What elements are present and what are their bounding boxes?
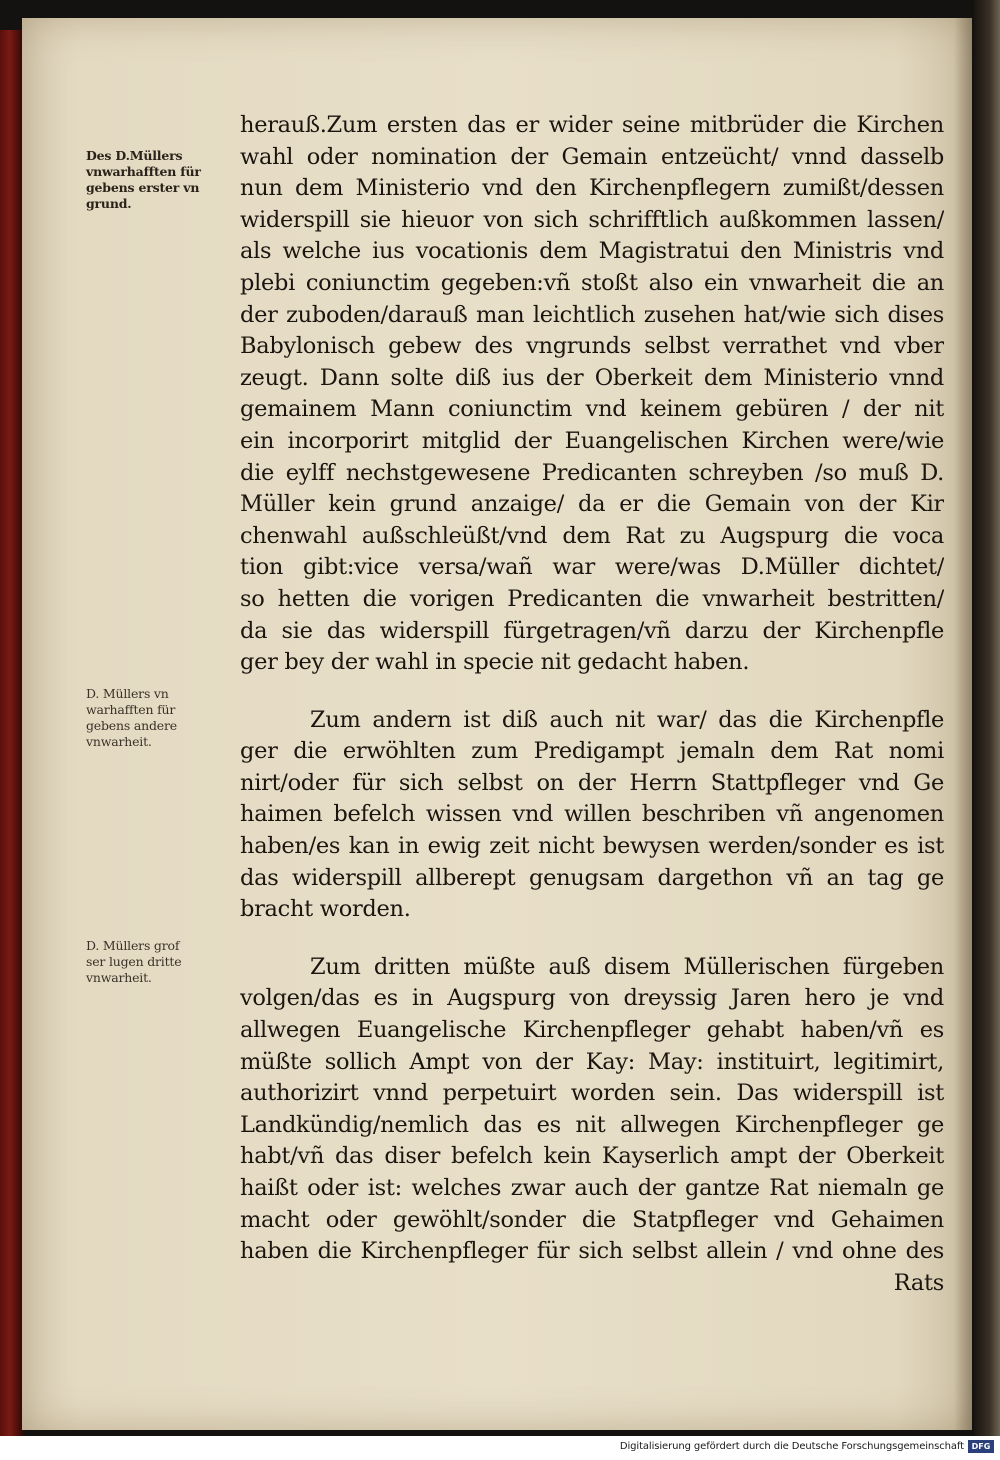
text-line: Zum dritten müßte auß disem Müllerischen fürgeben — [310, 953, 944, 980]
digitization-credit: Digitalisierung gefördert durch die Deutsche Forschungsgemeinschaft — [619, 1441, 964, 1452]
text-line: ger die erwöhlten zum Predigampt jemaln dem Rat nomi — [240, 738, 944, 765]
text-line: gemainem Mann coniunctim vnd keinem gebüren / der nit — [240, 396, 944, 423]
text-line: der zuboden/darauß man leichtlich zusehen hat/wie sich dises — [240, 301, 944, 328]
paragraph-2 — [240, 705, 944, 926]
text-line: haimen befelch wissen vnd willen beschriben vñ angenomen — [240, 801, 944, 828]
text-line: als welche ius vocationis dem Magistratui den Ministris vnd — [240, 238, 944, 265]
text-line: ein incorporirt mitglid der Euangelischen Kirchen were/wie — [240, 427, 944, 454]
paragraph-3 — [240, 952, 944, 1300]
text-line: zeugt. Dann solte diß ius der Oberkeit dem Ministerio vnnd — [240, 364, 944, 391]
dfg-logo-icon: DFG — [968, 1440, 994, 1453]
text-line: so hetten die vorigen Predicanten die vnwarheit bestritten/ — [240, 585, 944, 612]
margin-note-line: gebens andere — [86, 718, 177, 733]
margin-note-line: D. Müllers vn — [86, 686, 169, 701]
margin-note-line: ser lugen dritte — [86, 954, 182, 969]
text-line: Landkündig/nemlich das es nit allwegen Kirchenpfleger ge — [240, 1111, 944, 1138]
text-line: widerspill sie hieuor von sich schrifftlich außkommen lassen/ — [240, 206, 944, 233]
text-line: volgen/das es in Augspurg von dreyssig Jaren hero je vnd — [240, 985, 944, 1012]
margin-note-1 — [86, 148, 236, 212]
text-line: Müller kein grund anzaige/ da er die Gemain von der Kir — [240, 491, 944, 518]
text-line: Zum andern ist diß auch nit war/ das die Kirchenpfle — [310, 706, 944, 733]
text-line: Babylonisch gebew des vngrunds selbst verrathet vnd vber — [240, 333, 944, 360]
book-edge-left — [0, 30, 24, 1436]
text-line: authorizirt vnnd perpetuirt worden sein. Das widerspill ist — [240, 1080, 944, 1107]
text-line: plebi coniunctim gegeben:vñ stoßt also ein vnwarheit die an — [240, 269, 944, 296]
text-line: haben die Kirchenpfleger für sich selbst allein / vnd ohne des — [240, 1238, 944, 1265]
text-line: ger bey der wahl in specie nit gedacht haben. — [240, 649, 750, 676]
text-line: müßte sollich Ampt von der Kay: May: instituirt, legitimirt, — [240, 1048, 944, 1075]
margin-note-line: warhafften für — [86, 702, 176, 717]
paragraph-gap — [240, 926, 944, 952]
text-line: das widerspill allberept genugsam dargethon vñ an tag ge — [240, 864, 944, 891]
margin-note-3 — [86, 938, 236, 986]
margin-note-line: vnwarhafften für — [86, 164, 201, 179]
text-line: allwegen Euangelische Kirchenpfleger gehabt haben/vñ es — [240, 1017, 944, 1044]
text-line: macht oder gewöhlt/sonder die Statpfleger vnd Gehaimen — [240, 1206, 944, 1233]
margin-note-line: D. Müllers grof — [86, 938, 180, 953]
text-line: wahl oder nomination der Gemain entzeücht/ vnnd dasselb — [240, 143, 944, 170]
catchword: Rats — [893, 1269, 944, 1296]
text-line: habt/vñ das diser befelch kein Kayserlich ampt der Oberkeit — [240, 1143, 944, 1170]
paragraph-1 — [240, 110, 944, 679]
text-line: haißt oder ist: welches zwar auch der gantze Rat niemaln ge — [240, 1175, 944, 1201]
text-line: haben/es kan in ewig zeit nicht bewysen werden/sonder es ist — [240, 833, 944, 860]
text-line: chenwahl außschleüßt/vnd dem Rat zu Augspurg die voca — [240, 522, 944, 549]
margin-note-line: grund. — [86, 196, 132, 211]
text-line: die eylff nechstgewesene Predicanten schreyben /so muß D. — [240, 459, 944, 486]
margin-note-line: vnwarheit. — [86, 734, 152, 749]
margin-note-line: vnwarheit. — [86, 970, 152, 985]
text-line: nirt/oder für sich selbst on der Herrn Stattpfleger vnd Ge — [240, 769, 944, 796]
text-line: da sie das widerspill fürgetragen/vñ darzu der Kirchenpfle — [240, 617, 944, 644]
body-text — [240, 110, 944, 1299]
paragraph-gap — [240, 679, 944, 705]
margin-note-line: Des D.Müllers — [86, 148, 183, 163]
text-line: tion gibt:vice versa/wañ war were/was D.Müller dichtet/ — [240, 554, 944, 581]
text-line: nun dem Ministerio vnd den Kirchenpflegern zumißt/dessen — [240, 175, 944, 202]
text-line: herauß.Zum ersten das er wider seine mitbrüder die Kirchen — [240, 112, 944, 138]
book-edge-right — [974, 0, 1000, 1436]
margin-note-line: gebens erster vn — [86, 180, 200, 195]
text-line: bracht worden. — [240, 896, 411, 923]
margin-note-2 — [86, 686, 236, 750]
